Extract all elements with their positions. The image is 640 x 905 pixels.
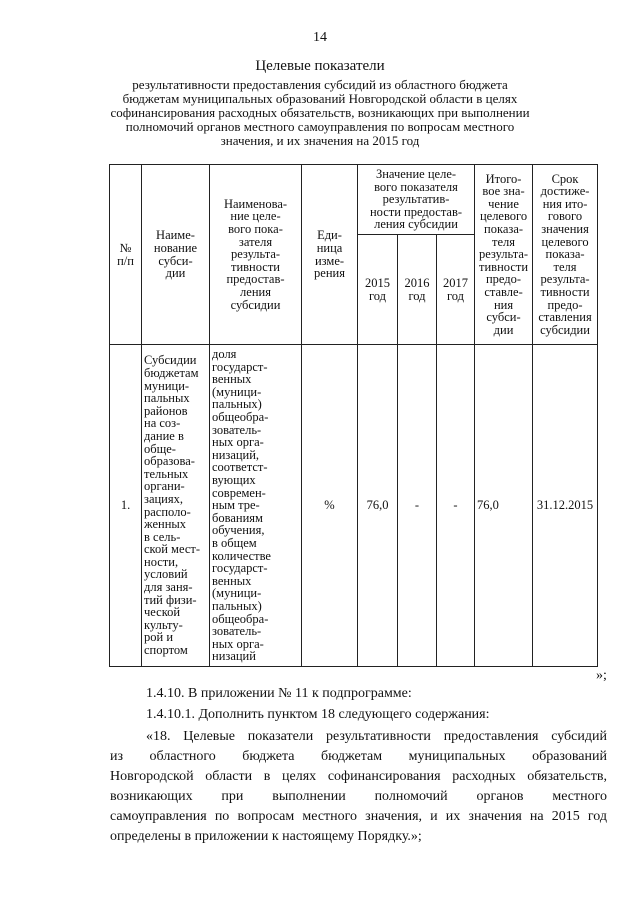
cell-line: количестве bbox=[212, 548, 271, 563]
cell-line: зациях, bbox=[144, 491, 183, 506]
row-value-2016: - bbox=[398, 345, 437, 667]
cell-line: низаций, bbox=[212, 447, 260, 462]
quote-line: самоуправления по вопросам местного значения, и их значения на 2015 год bbox=[110, 809, 607, 824]
cell-line: зователь- bbox=[212, 422, 262, 437]
header-line: тивности bbox=[540, 284, 590, 299]
header-line: чение bbox=[488, 196, 519, 211]
header-line: ления bbox=[240, 284, 271, 299]
cell-line: венных bbox=[212, 372, 252, 387]
header-line: субсидии bbox=[540, 322, 590, 337]
cell-line: дание в bbox=[144, 428, 184, 443]
header-line: вого пока- bbox=[228, 222, 283, 237]
cell-line: государст- bbox=[212, 561, 268, 576]
header-line: показа- bbox=[484, 222, 524, 237]
subtitle-line: бюджетам муниципальных образований Новгородской области в целях bbox=[122, 91, 518, 106]
cell-line: Субсидии bbox=[144, 353, 197, 368]
cell-line: ческой bbox=[144, 605, 181, 620]
row-deadline: 31.12.2015 bbox=[533, 345, 598, 667]
cell-line: для заня- bbox=[144, 580, 193, 595]
header-line: теля bbox=[492, 234, 516, 249]
header-line: целевого bbox=[479, 209, 528, 224]
header-line: ставле- bbox=[484, 284, 523, 299]
header-year-2015 bbox=[358, 235, 398, 345]
header-line: ница bbox=[316, 240, 343, 255]
cell-line: общеобра- bbox=[212, 410, 269, 425]
cell-line: районов bbox=[144, 403, 188, 418]
cell-line: спортом bbox=[144, 643, 188, 658]
header-line: вого показателя bbox=[374, 179, 458, 194]
cell-line: современ- bbox=[212, 485, 266, 500]
header-line: Срок bbox=[551, 171, 579, 186]
header-year-line: год bbox=[446, 288, 465, 303]
cell-line: органи- bbox=[144, 479, 185, 494]
header-line: № bbox=[119, 240, 132, 255]
header-line: дии bbox=[493, 322, 514, 337]
header-line: результа- bbox=[540, 272, 590, 287]
table-closing-mark: »; bbox=[596, 668, 607, 683]
cell-line: ской мест- bbox=[144, 542, 200, 557]
cell-line: обучения, bbox=[212, 523, 265, 538]
header-line: Еди- bbox=[317, 228, 342, 243]
header-total bbox=[475, 165, 533, 345]
cell-line: пальных) bbox=[212, 598, 262, 613]
header-line: ния bbox=[493, 297, 514, 312]
quote-line: «18. Целевые показатели результативности предоставления субсидий bbox=[146, 729, 607, 744]
quote-line: возникающих при выполнении полномочий органов местного bbox=[110, 789, 607, 804]
header-line: достиже- bbox=[540, 184, 590, 199]
header-line: Итого- bbox=[485, 171, 522, 186]
quoted-paragraph-18 bbox=[110, 727, 607, 847]
header-unit bbox=[302, 165, 358, 345]
cell-line: условий bbox=[144, 567, 188, 582]
row-value-2017: - bbox=[437, 345, 475, 667]
cell-line: ности, bbox=[144, 554, 179, 569]
cell-line: ным тре- bbox=[212, 498, 260, 513]
row-value-2015: 76,0 bbox=[358, 345, 398, 667]
cell-line: ных орга- bbox=[212, 636, 264, 651]
subtitle-line: софинансирования расходных обязательств, возникающих при выполнении bbox=[110, 105, 530, 120]
cell-line: пальных bbox=[144, 391, 190, 406]
header-line: Наименова- bbox=[223, 196, 288, 211]
header-line: предо- bbox=[485, 272, 522, 287]
cell-line: бюджетам bbox=[144, 365, 199, 380]
header-num bbox=[110, 165, 142, 345]
cell-line: женных bbox=[144, 517, 187, 532]
header-line: Наиме- bbox=[156, 228, 195, 243]
header-line: нование bbox=[153, 240, 198, 255]
document-title: Целевые показатели bbox=[255, 58, 385, 74]
row-num: 1. bbox=[110, 345, 142, 667]
header-line: субси- bbox=[158, 253, 193, 268]
cell-line: образова- bbox=[144, 454, 195, 469]
header-year-line: 2015 bbox=[365, 275, 390, 290]
header-line: тивности bbox=[230, 259, 280, 274]
row-unit: % bbox=[302, 345, 358, 667]
cell-line: (муници- bbox=[212, 586, 262, 601]
header-year-2017 bbox=[437, 235, 475, 345]
header-line: теля bbox=[553, 259, 577, 274]
cell-line: в общем bbox=[212, 535, 257, 550]
header-line: ние целе- bbox=[230, 209, 281, 224]
row-subsidy-name bbox=[142, 345, 210, 667]
cell-line: общеобра- bbox=[212, 611, 269, 626]
header-line: результа- bbox=[230, 247, 281, 262]
header-line: зателя bbox=[238, 234, 273, 249]
cell-line: вующих bbox=[212, 473, 256, 488]
header-deadline bbox=[533, 165, 598, 345]
header-line: субсидии bbox=[230, 297, 281, 312]
header-line: тивности bbox=[479, 259, 529, 274]
header-line: субси- bbox=[486, 310, 521, 325]
paragraph-1-4-10: 1.4.10. В приложении № 11 к подпрограмме: bbox=[146, 686, 412, 701]
header-line: результа- bbox=[478, 247, 529, 262]
header-indicator-name bbox=[210, 165, 302, 345]
document-subtitle bbox=[110, 78, 530, 148]
cell-line: располо- bbox=[144, 504, 191, 519]
header-subsidy-name bbox=[142, 165, 210, 345]
cell-line: (муници- bbox=[212, 384, 262, 399]
header-line: гового bbox=[547, 209, 583, 224]
row-total-value: 76,0 bbox=[475, 345, 533, 667]
header-line: дии bbox=[165, 266, 186, 281]
header-value-group bbox=[358, 165, 475, 235]
header-line: предо- bbox=[547, 297, 583, 312]
header-year-line: год bbox=[408, 288, 426, 303]
subtitle-line: значения, и их значения на 2015 год bbox=[220, 133, 420, 148]
header-line: целевого bbox=[541, 234, 589, 249]
cell-line: тий физи- bbox=[144, 592, 197, 607]
header-line: рения bbox=[314, 266, 345, 281]
quote-line: из областного бюджета бюджетам муниципальных образований bbox=[110, 749, 607, 764]
cell-line: доля bbox=[212, 347, 237, 362]
cell-line: зователь- bbox=[212, 624, 262, 639]
header-line: результатив- bbox=[382, 192, 450, 207]
cell-line: муници- bbox=[144, 378, 190, 393]
page-number: 14 bbox=[313, 30, 327, 45]
cell-line: венных bbox=[212, 573, 252, 588]
cell-line: рой и bbox=[144, 630, 174, 645]
cell-line: в сель- bbox=[144, 529, 181, 544]
subtitle-line: результативности предоставления субсидий из областного бюджета bbox=[132, 77, 508, 92]
cell-line: государст- bbox=[212, 359, 268, 374]
header-line: ния ито- bbox=[542, 196, 588, 211]
header-line: предостав- bbox=[226, 272, 285, 287]
header-year-2016 bbox=[398, 235, 437, 345]
cell-line: обще- bbox=[144, 441, 176, 456]
header-line: ления субсидии bbox=[374, 217, 458, 232]
cell-line: культу- bbox=[144, 617, 183, 632]
paragraph-1-4-10-1: 1.4.10.1. Дополнить пунктом 18 следующего содержания: bbox=[146, 707, 490, 722]
header-line: ставления bbox=[538, 310, 592, 325]
quote-line: определены в приложении к настоящему Порядку.»; bbox=[110, 829, 422, 844]
cell-line: пальных) bbox=[212, 397, 262, 412]
cell-line: бованиям bbox=[212, 510, 263, 525]
header-line: вое зна- bbox=[482, 184, 525, 199]
cell-line: тельных bbox=[144, 466, 189, 481]
cell-line: ных орга- bbox=[212, 435, 264, 450]
indicators-table bbox=[109, 164, 598, 667]
header-line: показа- bbox=[545, 247, 585, 262]
header-line: значения bbox=[541, 222, 589, 237]
header-line: п/п bbox=[117, 253, 134, 268]
header-line: изме- bbox=[314, 253, 345, 268]
cell-line: соответст- bbox=[212, 460, 268, 475]
header-year-line: год bbox=[368, 288, 387, 303]
quote-line: Новгородской области в целях софинансирования расходных обязательств, bbox=[110, 769, 607, 784]
cell-line: на соз- bbox=[144, 416, 181, 431]
header-year-line: 2017 bbox=[443, 275, 469, 290]
subtitle-line: полномочий органов местного самоуправления по вопросам местного bbox=[125, 119, 515, 134]
header-line: Значение целе- bbox=[375, 167, 457, 182]
row-indicator-name bbox=[210, 345, 302, 667]
header-line: ности предостав- bbox=[369, 204, 463, 219]
header-year-line: 2016 bbox=[404, 275, 430, 290]
cell-line: низаций bbox=[212, 649, 256, 664]
